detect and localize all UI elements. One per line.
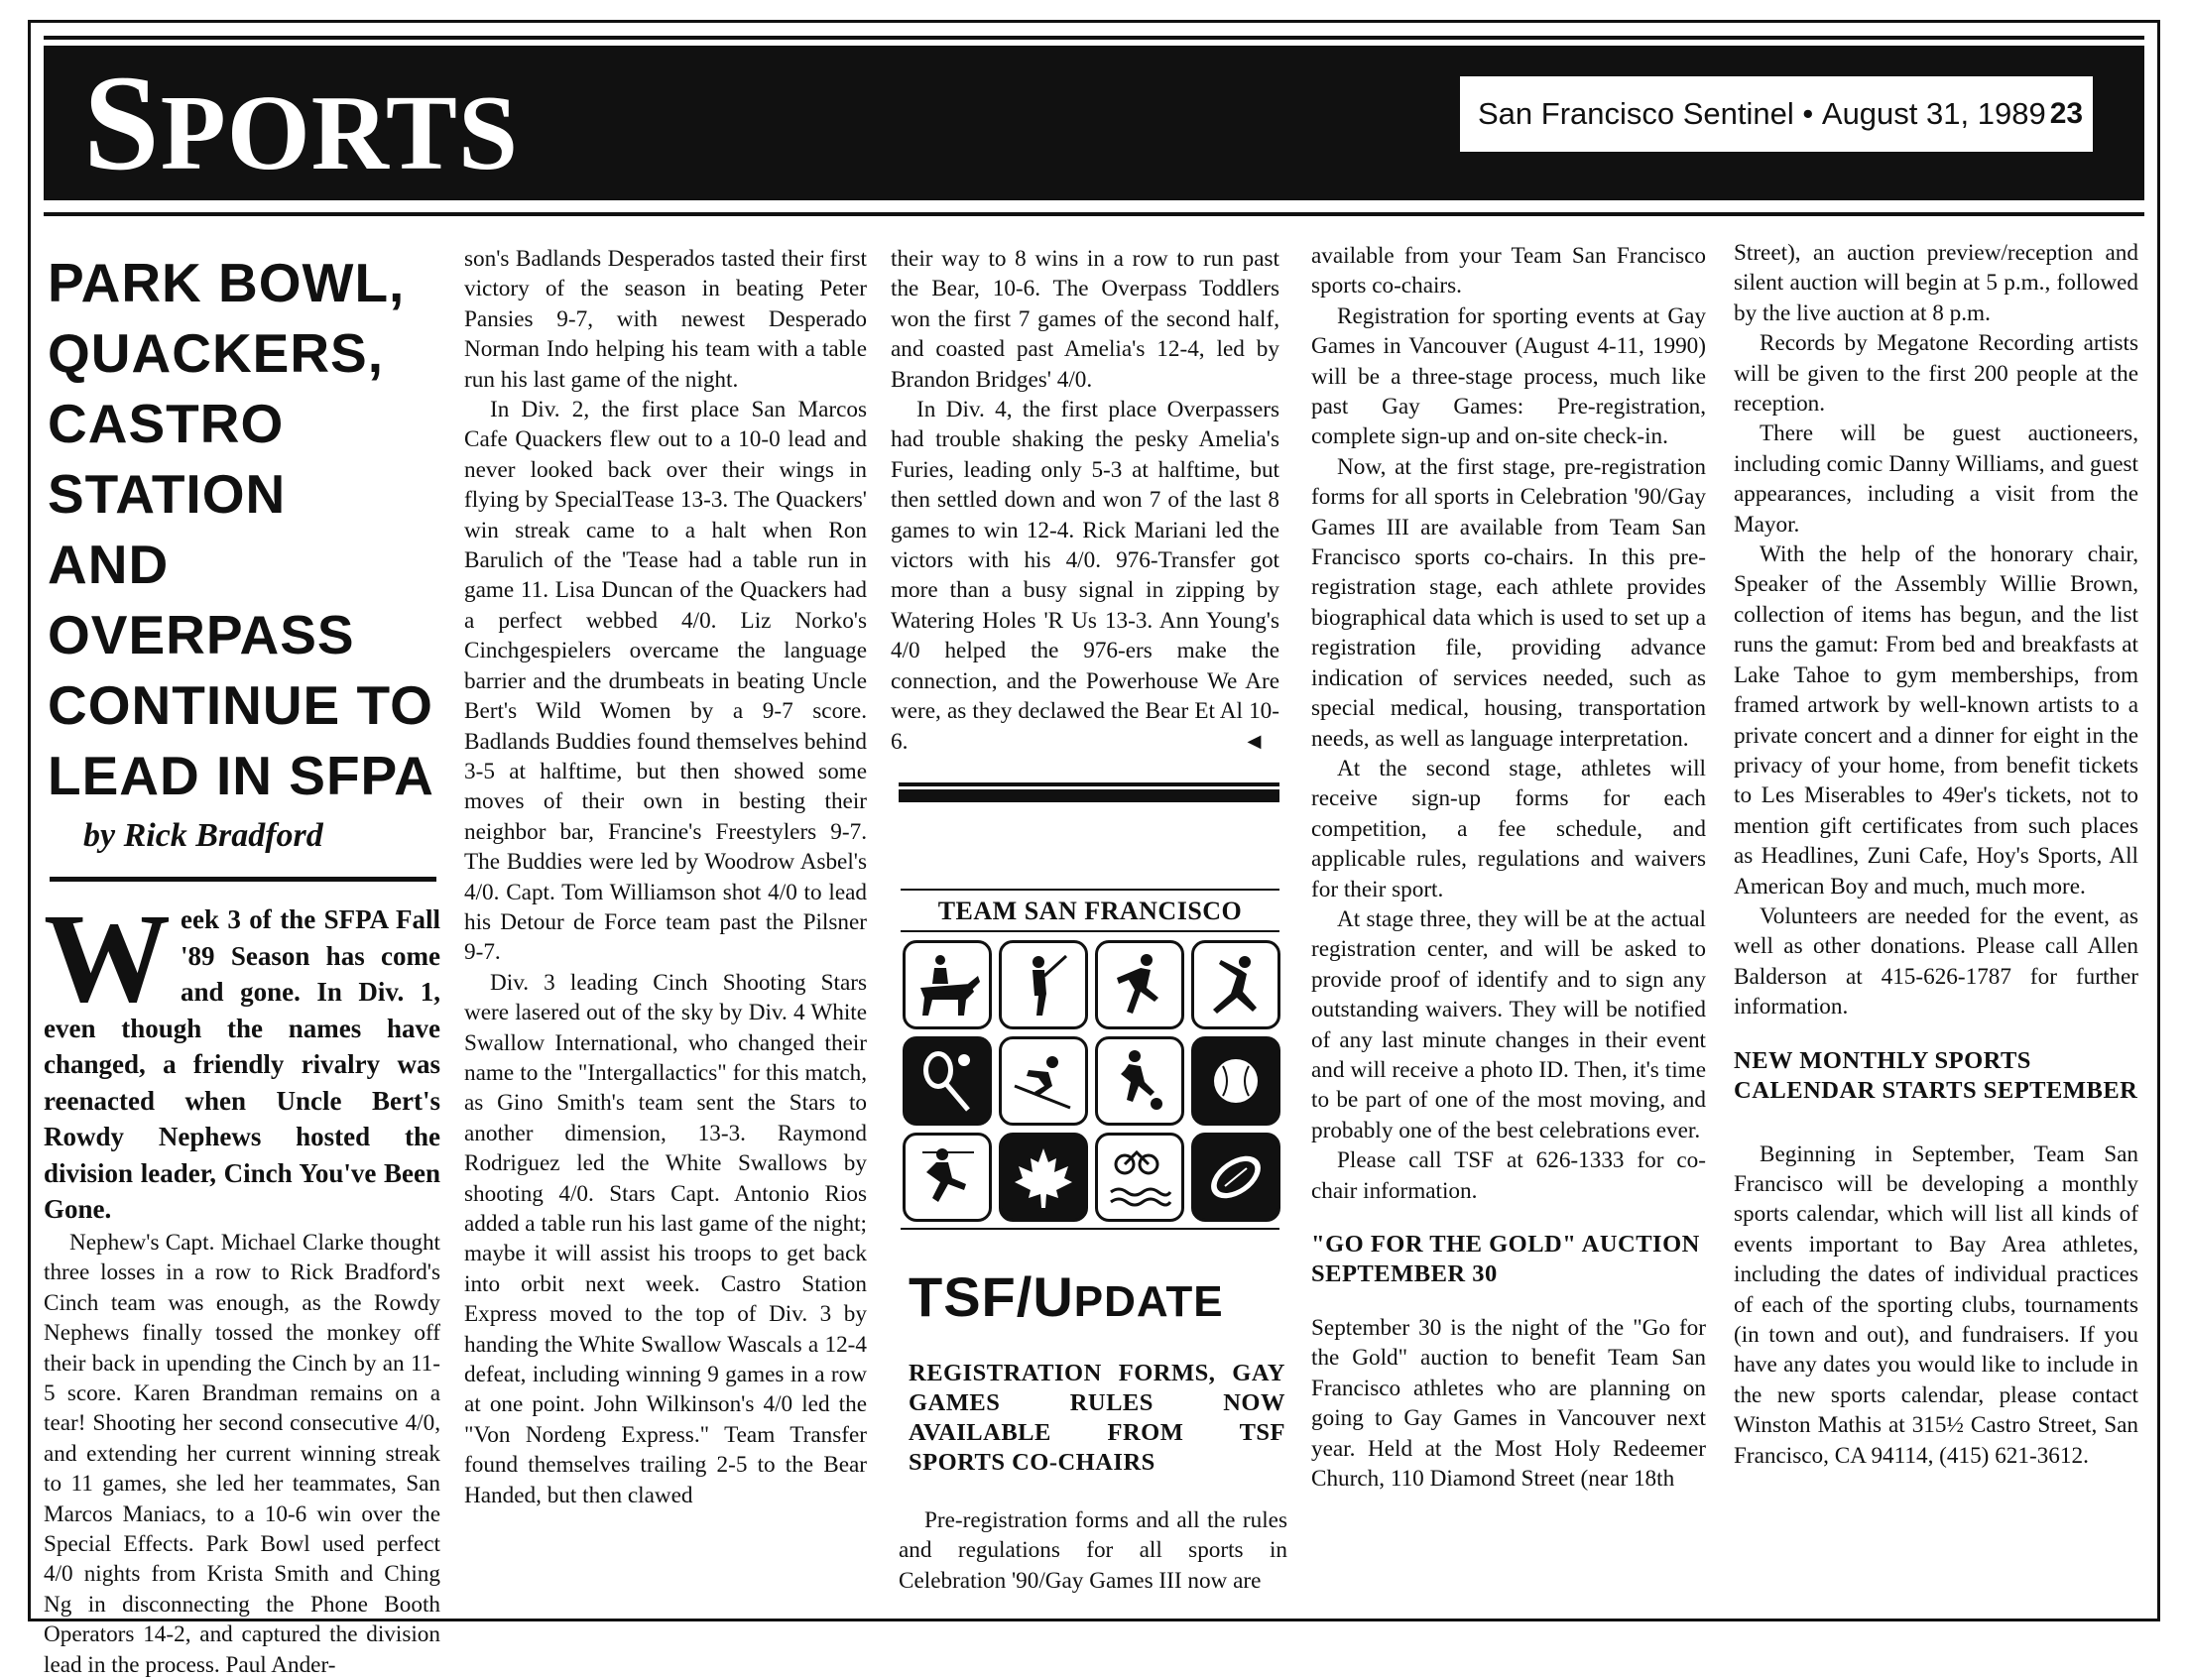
headline-rule — [50, 877, 436, 882]
drop-cap: W — [44, 888, 171, 1029]
column-5 — [1734, 238, 2138, 1471]
article1-lead — [44, 888, 440, 1228]
banner-top-rule — [44, 36, 2144, 40]
equestrian-icon — [903, 940, 992, 1029]
paragraph: Pre-registration forms and all the rules and regulations for all sports in Celebration '90/Gay Games III now are — [899, 1507, 1287, 1594]
running-icon — [1095, 940, 1184, 1029]
paragraph: In Div. 2, the first place San Marcos Cafe Quackers flew out to a 10-0 lead and never looked back over their wings in flying by SpecialTease 13-3. The Quackers' win streak came to a halt when Ron Barulich of the 'Tease had a table run in game 11. Lisa Duncan of the Quackers had a perfect webbed 4/0. Liz Norko's Cinchgespielers overcame the language barrier and the drumbeats in beating Uncle Bert's Wild Women by a 9-7 score. Badlands Buddies found themselves behind 3-5 at halftime, but then showed some moves of their own in besting their neighbor bar, Francine's Freestylers 9-7. The Buddies were led by Woodrow Asbel's 4/0. Capt. Tom Williamson shot 4/0 to lead his Detour de Force team past the Pilsner 9-7. — [464, 397, 867, 966]
banner-bottom-rule — [44, 212, 2144, 216]
article1-headline — [48, 248, 440, 811]
paragraph: their way to 8 wins in a row to run past the Bear, 10-6. The Overpass Toddlers won the first 7 games of the second half, and coasted past Amelia's 12-4, led by Brandon Bridges' 4/0. — [891, 246, 1279, 393]
end-mark: ◄ — [1243, 728, 1266, 755]
article2-subhead-wrap — [909, 1359, 1285, 1478]
page-number: 23 — [2049, 97, 2084, 130]
maple-leaf-icon — [999, 1133, 1088, 1222]
paragraph: Street), an auction preview/reception and silent auction will begin at 5 p.m., followed by the live auction at 8 p.m. — [1734, 240, 2138, 326]
lead-text: eek 3 of the SFPA Fall '89 Season has come and gone. In Div. 1, even though the names have changed, a friendly rivalry was reenacted when Uncle Bert's Rowdy Nephews hosted the division leader, Cinch You've Been Gone. — [44, 904, 440, 1225]
headline-line: LEAD IN SFPA — [48, 745, 434, 806]
article3-col5-body — [1734, 238, 2138, 1022]
article3-col4-body — [1311, 1313, 1706, 1494]
headline-line: PARK BOWL, — [48, 252, 406, 313]
article2-subhead: REGISTRATION FORMS, GAY GAMES RULES NOW AVAILABLE FROM TSF SPORTS CO-CHAIRS — [909, 1360, 1285, 1476]
article3-subhead: "GO FOR THE GOLD" AUCTION SEPTEMBER 30 — [1311, 1231, 1700, 1287]
paragraph: Volunteers are needed for the event, as well as other donations. Please call Allen Balderson at 415-626-1787 for further information. — [1734, 902, 2138, 1020]
section-divider — [899, 782, 1279, 802]
paragraph: September 30 is the night of the "Go for the Gold" auction to benefit Team San Francisco athletes who are planning on going to Gay Games in Vancouver next year. Held at the Most Holy Redeemer Church, 110 Diamond Street (near 18th — [1311, 1315, 1706, 1493]
dance-icon — [1191, 940, 1280, 1029]
column-1 — [44, 248, 440, 1680]
paragraph: Div. 3 leading Cinch Shooting Stars were lasered out of the sky by Div. 4 White Swallow International, who changed their name to the "Intergallactics" for this match, as Gino Smith's team sent the Stars to another dimension, 13-3. Raymond Rodriguez led the White Swallows by shooting 4/0. Stars Capt. Antonio Rios added a table run his last game of the night; maybe it will assist his troops to get back into orbit next week. Castro Station Express moved to the top of Div. 3 by handing the White Swallow Wascals a 12-4 defeat, including winning 9 games in a row at one point. John Wilkinson's 4/0 led the "Von Nordeng Express." Team Transfer found themselves trailing 2-5 to the Bear Handed, but then clawed — [464, 969, 867, 1508]
article1-col3-body — [891, 244, 1279, 757]
triathlon-icon — [1095, 1133, 1184, 1222]
title-initial: S — [83, 47, 161, 198]
headline-line: QUACKERS, — [48, 322, 385, 384]
soccer-icon — [1095, 1036, 1184, 1126]
logo-label-rule — [901, 930, 1279, 932]
paragraph: Please call TSF at 626-1333 for co-chair information. — [1311, 1147, 1706, 1204]
paragraph: Nephew's Capt. Michael Clarke thought three losses in a row to Rick Bradford's Cinch team was enough, as the Rowdy Nephews finally tossed the monkey off their back in upending the Cinch by an 11-5 score. Karen Brandman remains on a tear! Shooting her second consecutive 4/0, and extending her current winning streak to 11 games, she led her teammates, San Marcos Maniacs, to a 10-6 win over the Special Effects. Park Bowl used perfect 4/0 nights from Krista Smith and Ching Ng in disconnecting the Phone Booth Operators 14-2, and captured the division lead in the process. Paul Ander- — [44, 1229, 440, 1678]
article2-title — [909, 1264, 1224, 1329]
team-logo-label: TEAM SAN FRANCISCO — [937, 897, 1243, 925]
paragraph: Now, at the first stage, pre-registration forms for all sports in Celebration '90/Gay Games III are available from Team San Francisco sports co-chairs. In this pre-registration stage, each athlete provides biographical data which is used to set up a registration file, providing advance indication of services needed, such as special medical, housing, transportation needs, as well as language interpretation. — [1311, 453, 1706, 752]
paragraph: Beginning in September, Team San Francisco will be developing a monthly sports calendar, which will list all kinds of events important to Bay Area athletes, including the dates of individual practices of each of the sporting clubs, tournaments (in town and out), and fundraisers. If you have any dates you would like to include in the new sports calendar, please contact Winston Mathis at 315½ Castro Street, San Francisco, CA 94114, (415) 621-3612. — [1734, 1140, 2138, 1469]
softball-icon — [1191, 1036, 1280, 1126]
football-icon — [1191, 1133, 1280, 1222]
column-3 — [891, 244, 1279, 757]
paragraph: There will be guest auctioneers, including comic Danny Williams, and guest appearances, including a visit from the Mayor. — [1734, 420, 2138, 538]
paragraph: son's Badlands Desperados tasted their first victory of the season in beating Peter Pansies 9-7, with newest Desperado Norman Indo helping his team with a table run his last game of the night. — [464, 246, 867, 393]
title-small: PDATE — [1073, 1277, 1224, 1326]
skiing-icon — [999, 1036, 1088, 1126]
logo-top-rule — [901, 889, 1279, 891]
headline-line: CONTINUE TO — [48, 674, 433, 736]
paragraph: Registration for sporting events at Gay Games in Vancouver (August 4-11, 1990) will be a three-stage process, much like past Gay Games: Pre-registration, complete sign-up and on-site check-in. — [1311, 302, 1706, 450]
article1-byline: by Rick Bradford — [83, 817, 323, 854]
article4-col5-body — [1734, 1140, 2138, 1471]
paragraph: In Div. 4, the first place Overpassers had trouble shaking the pesky Amelia's Furies, leading only 5-3 at halftime, but then settled down and won 7 of the last 8 games to win 12-4. Rick Mariani led the victors with his 4/0. 976-Transfer got more than a busy signal in zipping by Watering Holes 'R Us 13-3. Ann Young's 4/0 helped the 976-ers make the connection, and the Powerhouse We Are were, as they declawed the Bear Et Al 10-6. ◄ — [891, 395, 1279, 757]
track-icon — [903, 1133, 992, 1222]
article2-col3-body — [899, 1505, 1287, 1596]
paragraph: available from your Team San Francisco sports co-chairs. — [1311, 243, 1706, 300]
article4-subhead: NEW MONTHLY SPORTS CALENDAR STARTS SEPTEMBER — [1734, 1046, 2138, 1104]
paragraph: At stage three, they will be at the actual registration center, and will be asked to provide proof of identify and to sign any outstanding waivers. They will be notified of any last minute changes in their event and will receive a photo ID. Then, it's time to be part of one of the most moving, and probably one of the best celebrations ever. — [1311, 905, 1706, 1143]
tennis-icon — [903, 1036, 992, 1126]
team-logo-icons — [903, 940, 1281, 1228]
bullet: • — [1802, 96, 1814, 131]
paper-name: San Francisco Sentinel — [1478, 96, 1794, 131]
column-4 — [1311, 241, 1706, 1494]
golf-icon — [999, 940, 1088, 1029]
title-rest: PORTS — [160, 74, 520, 192]
headline-line: AND OVERPASS — [48, 534, 355, 665]
section-title — [83, 47, 520, 203]
paragraph: Records by Megatone Recording artists will be given to the first 200 people at the reception. — [1734, 330, 2138, 418]
title-big: TSF/U — [909, 1265, 1074, 1328]
logo-bottom-rule — [901, 1228, 1279, 1230]
column-2 — [464, 244, 867, 1510]
headline-line: CASTRO STATION — [48, 393, 287, 525]
paragraph: With the help of the honorary chair, Speaker of the Assembly Willie Brown, collection of items has begun, and the list runs the gamut: From bed and breakfasts at Lake Tahoe to gym memberships, from framed artwork by well-known artists to a private concert and a dinner for eight in the privacy of your home, from benefit tickets to Les Miserables to 49er's tickets, not to mention gift certificates from such places as Headlines, Zuni Cafe, Hoy's Sports, All American Boy and much, much more. — [1734, 541, 2138, 900]
article2-col4-body — [1311, 241, 1706, 1206]
article1-col1-body — [44, 1228, 440, 1680]
masthead-box — [1460, 76, 2093, 152]
paragraph: At the second stage, athletes will receive sign-up forms for each competition, a fee schedule, and applicable rules, regulations and waivers for their sport. — [1311, 755, 1706, 902]
issue-date: August 31, 1989 — [1821, 96, 2046, 131]
